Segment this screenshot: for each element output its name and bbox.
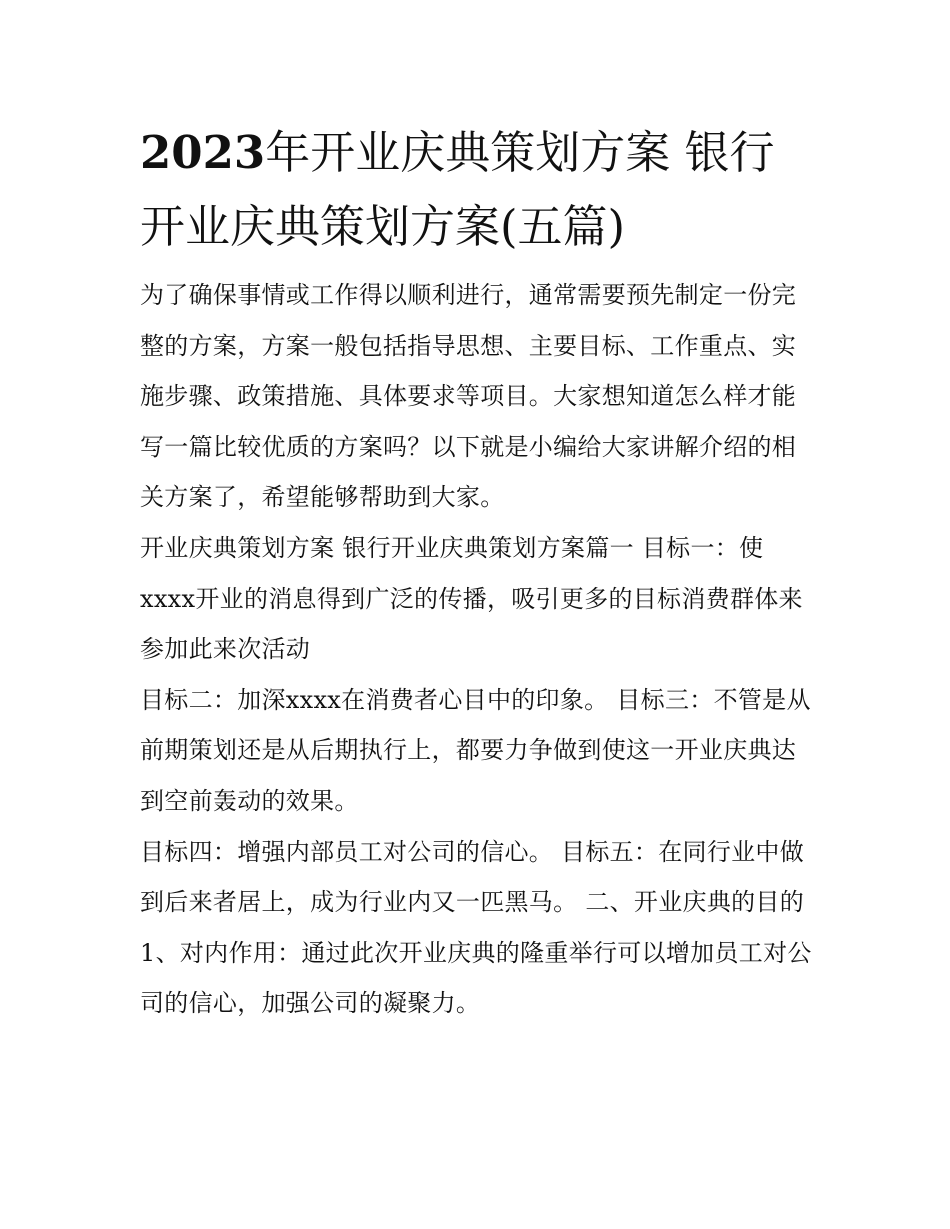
intro-paragraph: 为了确保事情或工作得以顺利进行，通常需要预先制定一份完整的方案，方案一般包括指导思想、主要目标、工作重点、实施步骤、政策措施、具体要求等项目。大家想知道怎么样才能写一篇比较优质的方案吗？以下就是小编给大家讲解介绍的相关方案了，希望能够帮助到大家。	[140, 281, 797, 512]
title-year: 2023	[140, 126, 266, 179]
goal-two-three-paragraph: 目标二：加深xxxx在消费者心目中的印象。 目标三：不管是从前期策划还是从后期执行上，都要力争做到使这一开业庆典达到空前轰动的效果。	[140, 685, 811, 815]
title-text: 年开业庆典策划方案 银行开业庆典策划方案(五篇)	[140, 126, 775, 253]
goal-one-paragraph: 开业庆典策划方案 银行开业庆典策划方案篇一 目标一：使xxxx开业的消息得到广泛的传播，吸引更多的目标消费群体来参加此来次活动	[140, 533, 803, 664]
goal-four-five-paragraph: 目标四：增强内部员工对公司的信心。 目标五：在同行业中做到后来者居上，成为行业内又一匹黑马。 二、开业庆典的目的	[140, 837, 805, 917]
internal-effect-paragraph: 1、对内作用：通过此次开业庆典的隆重举行可以增加员工对公司的信心，加强公司的凝聚力。	[140, 938, 812, 1018]
document-title	[140, 116, 812, 264]
document-body	[140, 116, 812, 1029]
